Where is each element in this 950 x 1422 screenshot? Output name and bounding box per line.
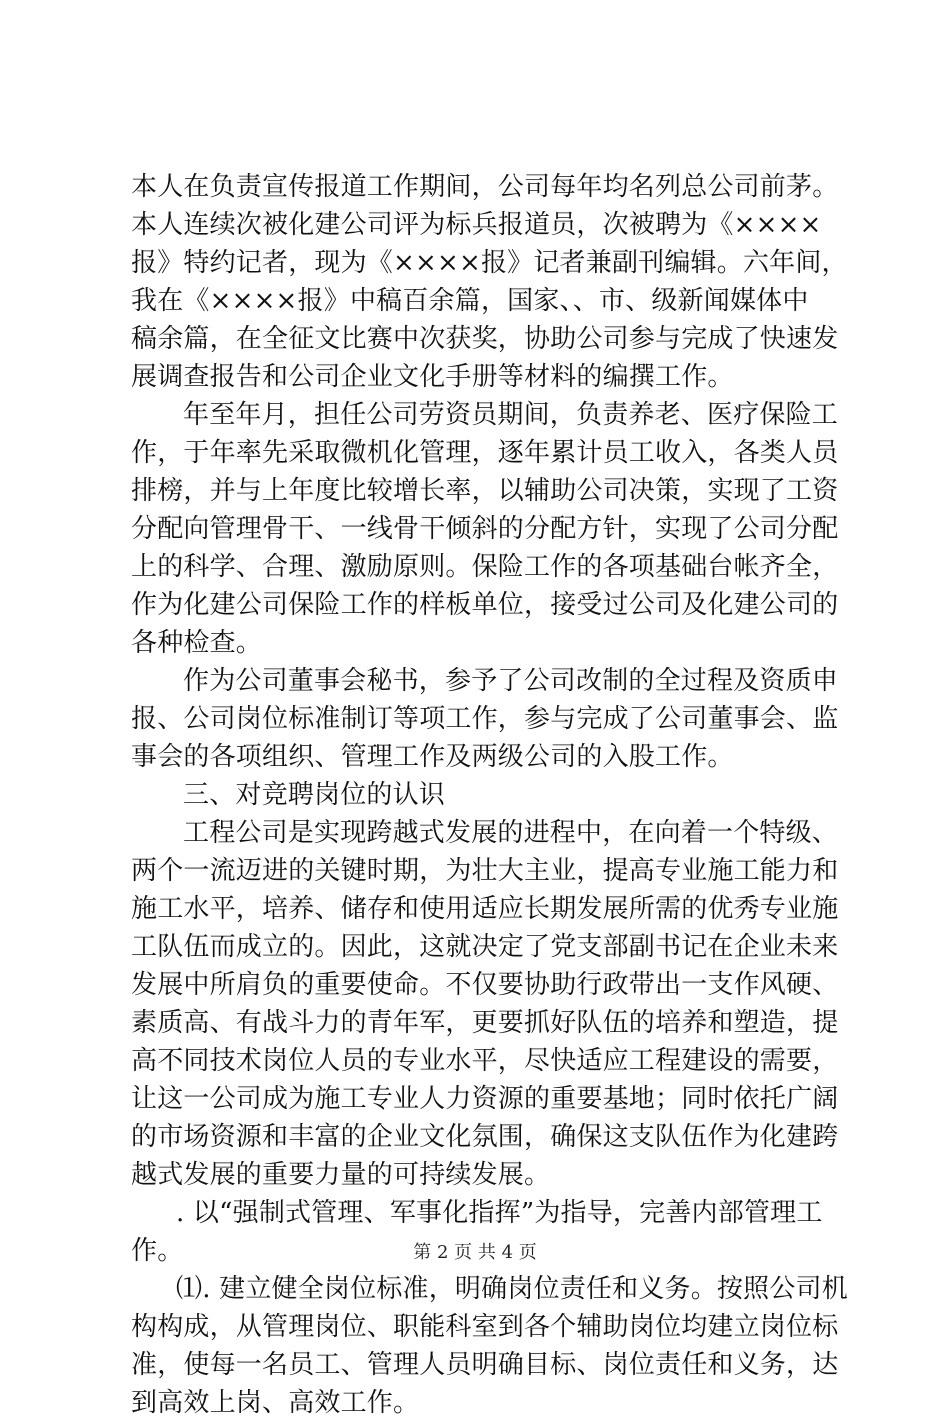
text-line: 高不同技术岗位人员的专业水平，尽快适应工程建设的需要， <box>131 1046 839 1076</box>
text-line: 发展中所肩负的重要使命。不仅要协助行政带出一支作风硬、 <box>131 970 839 1000</box>
text-line: 构构成，从管理岗位、职能科室到各个辅助岗位均建立岗位标 <box>131 1312 839 1342</box>
text-line: 稿余篇，在全征文比赛中次获奖，协助公司参与完成了快速发 <box>131 324 839 354</box>
section-heading: 三、对竞聘岗位的认识 <box>183 780 446 810</box>
text-line: 报、公司岗位标准制订等项工作，参与完成了公司董事会、监 <box>131 704 839 734</box>
text-line: 到高效上岗、高效工作。 <box>131 1388 420 1418</box>
document-body <box>131 168 848 1422</box>
text-line: 本人连续次被化建公司评为标兵报道员，次被聘为《×××× <box>131 210 822 240</box>
text-line: 作为化建公司保险工作的样板单位，接受过公司及化建公司的 <box>131 590 839 620</box>
text-line: 施工水平，培养、储存和使用适应长期发展所需的优秀专业施 <box>131 894 839 924</box>
text-line: 素质高、有战斗力的青年军，更要抓好队伍的培养和塑造，提 <box>131 1008 839 1038</box>
text-line: 报》特约记者，现为《××××报》记者兼副刊编辑。六年间， <box>131 248 848 278</box>
text-line: 排榜，并与上年度比较增长率，以辅助公司决策，实现了工资 <box>131 476 839 506</box>
text-line: 事会的各项组织、管理工作及两级公司的入股工作。 <box>131 742 734 772</box>
text-line: 让这一公司成为施工专业人力资源的重要基地；同时依托广阔 <box>131 1084 839 1114</box>
text-line: 我在《××××报》中稿百余篇，国家、、市、级新闻媒体中 <box>131 286 809 316</box>
text-line: 分配向管理骨干、一线骨干倾斜的分配方针，实现了公司分配 <box>131 514 839 544</box>
text-line: 作。 <box>131 1236 184 1266</box>
paragraph-start-line: ⑴. 建立健全岗位标准，明确岗位责任和义务。按照公司机 <box>176 1274 848 1304</box>
paragraph-start-line: 工程公司是实现跨越式发展的进程中，在向着一个特级、 <box>183 818 839 848</box>
text-line: 展调查报告和公司企业文化手册等材料的编撰工作。 <box>131 362 734 392</box>
text-line: 的市场资源和丰富的企业文化氛围，确保这支队伍作为化建跨 <box>131 1122 839 1152</box>
text-line: 准，使每一名员工、管理人员明确目标、岗位责任和义务，达 <box>131 1350 839 1380</box>
text-line: 本人在负责宣传报道工作期间，公司每年均名列总公司前茅。 <box>131 172 839 202</box>
subheading-line: . 以“强制式管理、军事化指挥”为指导，完善内部管理工 <box>176 1198 823 1228</box>
text-line: 越式发展的重要力量的可持续发展。 <box>131 1160 551 1190</box>
text-line: 两个一流迈进的关键时期，为壮大主业，提高专业施工能力和 <box>131 856 839 886</box>
page-footer: 第 2 页 共 4 页 <box>413 1242 537 1263</box>
text-line: 工队伍而成立的。因此，这就决定了党支部副书记在企业未来 <box>131 932 839 962</box>
paragraph-start-line: 年至年月，担任公司劳资员期间，负责养老、医疗保险工 <box>183 400 839 430</box>
paragraph-start-line: 作为公司董事会秘书，参予了公司改制的全过程及资质申 <box>183 666 839 696</box>
text-line: 上的科学、合理、激励原则。保险工作的各项基础台帐齐全， <box>131 552 839 582</box>
text-line: 各种检查。 <box>131 628 263 658</box>
text-line: 作，于年率先采取微机化管理，逐年累计员工收入，各类人员 <box>131 438 839 468</box>
